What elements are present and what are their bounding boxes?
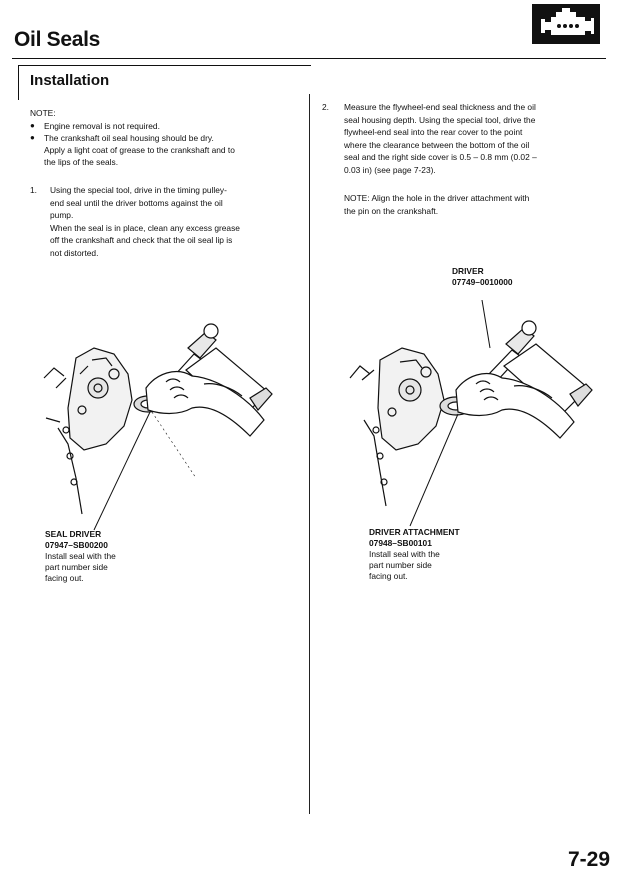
step-line: When the seal is in place, clean any excess grease (50, 222, 240, 233)
bullet-icon: ● (30, 133, 35, 142)
seal-driver-illustration (36, 318, 286, 543)
callout-tool-name: DRIVER ATTACHMENT (369, 527, 460, 537)
note-label: NOTE: (30, 108, 56, 118)
note-line: NOTE: Align the hole in the driver attachment with (344, 193, 530, 203)
callout-line: facing out. (45, 573, 84, 583)
step-line: not distorted. (50, 247, 99, 258)
driver-attachment-callout (369, 527, 460, 582)
bullet-text: the lips of the seals. (44, 157, 119, 167)
callout-part-number: 07947–SB00200 (45, 540, 108, 550)
step-number: 1. (30, 185, 37, 195)
seal-driver-callout (45, 529, 116, 584)
bullet-text: The crankshaft oil seal housing should be dry. (44, 133, 214, 143)
page-number: 7-29 (568, 848, 611, 871)
column-divider (309, 94, 310, 814)
callout-line: facing out. (369, 571, 408, 581)
step-line: where the clearance between the bottom of the oil (344, 139, 530, 150)
list-item (30, 132, 300, 172)
callout-line: Install seal with the (369, 549, 440, 559)
section-title: Installation (30, 72, 110, 89)
engine-icon (532, 4, 600, 44)
callout-line: part number side (369, 560, 432, 570)
step-line: pump. (50, 210, 74, 220)
note-line: the pin on the crankshaft. (344, 205, 439, 216)
step-line: seal and the right side cover is 0.5 – 0.8 mm (0.02 – (344, 152, 537, 162)
step-line: off the crankshaft and check that the oil seal lip is (50, 235, 233, 245)
callout-tool-name: SEAL DRIVER (45, 529, 102, 539)
callout-part-number: 07749–0010000 (452, 277, 513, 287)
bullet-icon: ● (30, 121, 35, 130)
step-line: seal housing depth. Using the special tool, drive the (344, 114, 536, 125)
step-line: Using the special tool, drive in the timing pulley- (50, 185, 227, 195)
callout-tool-name: DRIVER (452, 266, 484, 276)
step-line: end seal until the driver bottoms against the oil (50, 197, 223, 208)
step-line: Measure the flywheel-end seal thickness and the oil (344, 102, 536, 112)
driver-attachment-illustration (340, 300, 600, 535)
step-line: flywheel-end seal into the rear cover to the point (344, 127, 523, 137)
step-number: 2. (322, 102, 329, 112)
alignment-note (344, 192, 596, 217)
bullet-text: Engine removal is not required. (44, 121, 160, 131)
header-rule (12, 58, 606, 59)
callout-part-number: 07948–SB00101 (369, 538, 432, 548)
callout-line: Install seal with the (45, 551, 116, 561)
bullet-text: Apply a light coat of grease to the crankshaft and to (44, 145, 235, 155)
page-title: Oil Seals (14, 28, 101, 51)
step-line: 0.03 in) (see page 7-23). (344, 164, 436, 175)
driver-callout (452, 266, 513, 288)
callout-line: part number side (45, 562, 108, 572)
